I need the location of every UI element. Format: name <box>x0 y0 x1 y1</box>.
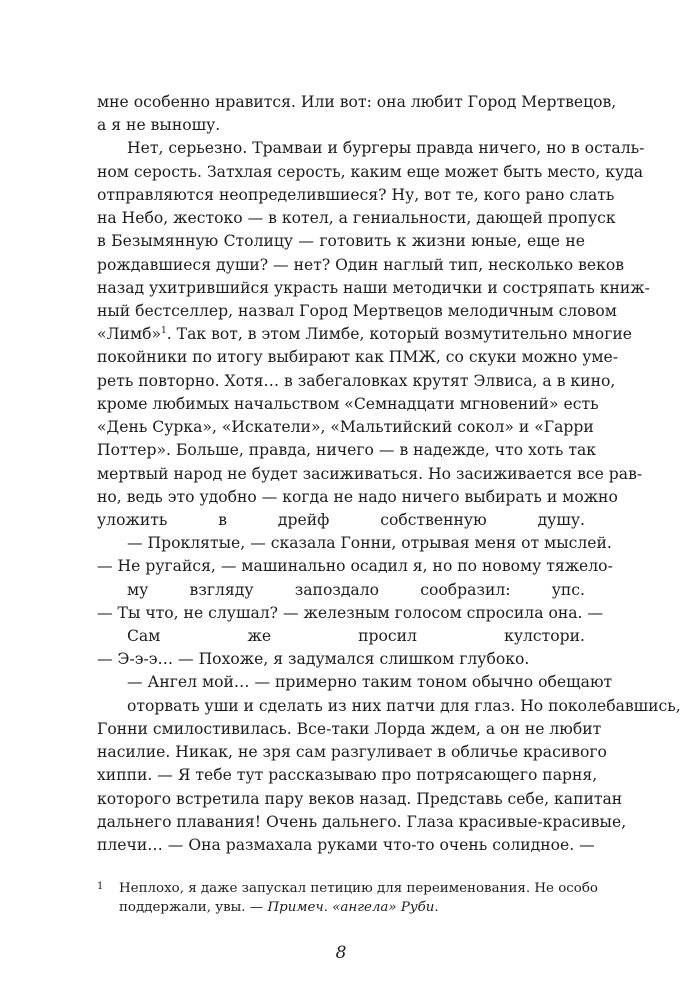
text-line: — Не ругайся, — машинально осадил я, но по новому тяжело- <box>97 557 613 576</box>
text-line: дальнего плавания! Очень дальнего. Глаза красивые-красивые, <box>97 812 627 831</box>
text-line: Гонни смилостивилась. Все-таки Лорда ждем, а он не любит <box>97 719 602 738</box>
text-line: Нет, серьезно. Трамваи и бургеры правда ничего, но в осталь- <box>127 139 645 158</box>
text-line: реть повторно. Хотя… в забегаловках крутят Элвиса, а в кино, <box>97 371 616 390</box>
text-line: уложить в дрейф собственную душу. <box>97 510 585 529</box>
text-line: кроме любимых начальством «Семнадцати мгновений» есть <box>97 394 599 413</box>
text-line: назад ухитрившийся украсть наши методички и состряпать книж- <box>97 278 650 297</box>
limbo-word: «Лимб» <box>97 325 162 344</box>
footnote-text: поддержали, увы. — <box>119 900 268 915</box>
footnote-ref[interactable]: 1 <box>161 326 167 336</box>
text-line: в Безымянную Столицу — готовить к жизни юные, еще не <box>97 232 585 251</box>
footnote-line <box>97 876 598 897</box>
text-line: мертвый народ не будет засиживаться. Но засиживается все рав- <box>97 464 643 483</box>
text-line: — Ангел мой… — примерно таким тоном обычно обещают <box>127 673 613 692</box>
text-line: рождавшиеся души? — нет? Один наглый тип, несколько веков <box>97 255 625 274</box>
main-text <box>97 91 681 857</box>
text-line: — Э-э-э… — Похоже, я задумался слишком глубоко. <box>97 650 530 669</box>
page-number: 8 <box>335 943 347 963</box>
text-line: — Проклятые, — сказала Гонни, отрывая меня от мыслей. <box>127 534 612 553</box>
text-line <box>97 323 632 346</box>
text-line: му взгляду запоздало сообразил: упс. <box>127 580 585 599</box>
text-line: плечи… — Она размахала руками что-то очень солидное. — <box>97 836 595 854</box>
text-line: а я не выношу. <box>97 116 221 135</box>
footnote-line <box>97 897 585 918</box>
text-line: отправляются неопределившиеся? Ну, вот те, кого рано слать <box>97 185 615 204</box>
text-line: оторвать уши и сделать из них патчи для глаз. Но поколебавшись, <box>127 696 681 715</box>
text-line: мне особенно нравится. Или вот: она любит Город Мертвецов, <box>97 93 617 111</box>
text-line: Сам же просил кулстори. <box>127 627 585 646</box>
text-line: но, ведь это удобно — когда не надо ничего выбирать и можно <box>97 487 618 506</box>
text-line: Поттер». Больше, правда, ничего — в надежде, что хоть так <box>97 441 596 460</box>
text-line: которого встретила пару веков назад. Представь себе, капитан <box>97 789 623 808</box>
text-line: хиппи. — Я тебе тут рассказываю про потрясающего парня, <box>97 766 598 785</box>
text-line: ном серость. Затхлая серость, каким еще может быть место, куда <box>97 162 644 181</box>
text-line: на Небо, жестоко — в котел, а гениальности, дающей пропуск <box>97 209 616 228</box>
footnote-marker: 1 <box>97 881 104 892</box>
text-line: насилие. Никак, не зря сам разгуливает в обличье красивого <box>97 743 607 762</box>
footnote-text: Неплохо, я даже запускал петицию для переименования. Не особо <box>119 881 598 896</box>
footnote-attribution: Примеч. «ангела» Руби. <box>267 900 439 915</box>
text-line: покойники по итогу выбирают как ПМЖ, со скуки можно уме- <box>97 348 619 367</box>
text-line: ный бестселлер, назвал Город Мертвецов мелодичным словом <box>97 301 617 320</box>
text-fragment: . Так вот, в этом Лимбе, который возмутительно многие <box>166 325 632 344</box>
text-line: «День Сурка», «Искатели», «Мальтийский сокол» и «Гарри <box>97 418 594 437</box>
text-line: — Ты что, не слушал? — железным голосом спросила она. — <box>97 603 604 622</box>
footnotes <box>97 876 598 918</box>
